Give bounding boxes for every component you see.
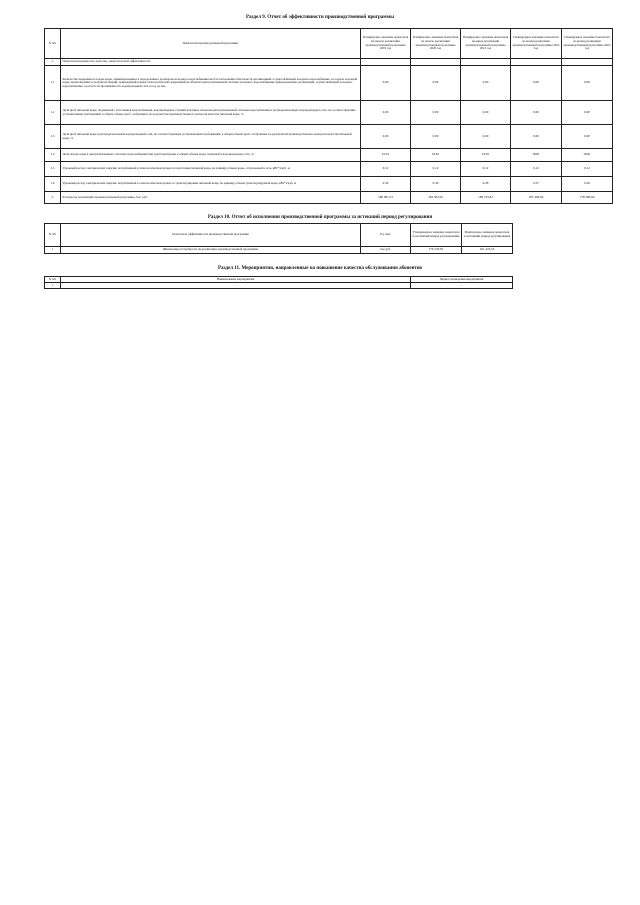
header-approved: Утвержденное значение показателя на истекший период регулирования [411, 224, 462, 247]
row-value [411, 59, 461, 66]
row-value: 18,81 [511, 149, 562, 162]
row-value: 0,00 [361, 125, 411, 149]
table-row [45, 283, 513, 289]
row-value: 0,00 [511, 66, 562, 101]
section-10-title: Раздел 10. Отчет об исполнении производственной программы за истекший период регулирования [207, 215, 433, 220]
header-indicator: Показатели производственной программы [61, 29, 361, 59]
table-row [45, 66, 613, 101]
row-indicator: Количество перерывов в подаче воды, зафиксированных в определенных договором холодного водоснабжения местах исполнения обязательств организацией, осуществляющей холодное водоснабжение, по подаче холодной воды, произошедших в результате аварий, повреждений и иных технологических нарушений на объектах централизованной системы холодного водоснабжения, принадлежащих организации, осуществляющей холодное водоснабжение, в расчете на протяженность водопроводной сети в год, ед./км. [61, 66, 361, 101]
row-actual: 161 474,53 [462, 247, 513, 254]
row-number: 2. [45, 192, 61, 204]
row-value: 0,00 [411, 125, 461, 149]
row-value: 0,00 [411, 66, 461, 101]
header-2023: Планируемое значение показателя на конец реализации производственной программы 2023 год [562, 29, 613, 59]
row-value: 0,00 [361, 66, 411, 101]
header-unit: Ед. изм. [361, 224, 411, 247]
measures-table [44, 276, 513, 289]
header-number: N п/п [45, 29, 61, 59]
row-indicator: Доля проб питьевой воды, подаваемой с источников водоснабжения, водопроводных станций или иных объектов централизованной системы водоснабжения в распределительную водопроводную сеть, не соответствующих установленным требованиям, в общем объеме проб, отобранных по результатам производственного контроля качества питьевой воды, % [61, 101, 361, 125]
row-value: 0,27 [511, 177, 562, 192]
header-2020: Планируемое значение показателя на начало реализации производственной программы 2020 год [411, 29, 461, 59]
header-2021: Планируемое значение показателя на конец реализации производственной программы 2021 год [461, 29, 511, 59]
row-number: 1 [45, 247, 61, 254]
table-row [45, 247, 513, 254]
row-number: 1.3 [45, 125, 61, 149]
header-2022: Планируемое значение показателя на конец реализации производственной программы 2022 год [511, 29, 562, 59]
row-indicator: Удельный расход электрической энергии, потребляемой в технологическом процессе транспортировки питьевой воды, на единицу объема транспортируемой воды, кВт*ч/куб. м [61, 177, 361, 192]
row-value: 186 733,81 [461, 192, 511, 204]
header-indicator: Показатель эффективности производственной программы [61, 224, 361, 247]
row-indicator: Доля потерь воды в централизованных системах водоснабжения при транспортировке в общем объеме воды, поданной в водопроводную сеть, % [61, 149, 361, 162]
row-number: 1 [45, 283, 61, 289]
row-number: 1.1 [45, 66, 61, 101]
row-value: 22,01 [361, 149, 411, 162]
row-value [511, 59, 562, 66]
row-period: - [411, 283, 513, 289]
row-value: 0,00 [562, 125, 613, 149]
row-value: 0,00 [562, 101, 613, 125]
header-period: Период проведения мероприятия [411, 277, 513, 283]
row-value: 18,81 [461, 149, 511, 162]
row-value: 0,00 [461, 125, 511, 149]
header-measure: Наименование мероприятия [61, 277, 411, 283]
row-indicator: Удельный расход электрической энергии, потребляемой в технологическом процессе подготовки питьевой воды, на единицу объема воды, отпускаемой в сеть, кВт*ч/куб. м [61, 162, 361, 177]
row-value: 0,00 [411, 101, 461, 125]
row-value: 186 991,53 [361, 192, 411, 204]
header-actual: Фактическое значение показателя за истекший период регулирования [462, 224, 513, 247]
row-value: 0,00 [361, 101, 411, 125]
row-value: 18,81 [562, 149, 613, 162]
header-number: N п/п [45, 277, 61, 283]
row-value: 0,12 [511, 162, 562, 177]
table-row [45, 101, 613, 125]
efficiency-table [44, 28, 613, 204]
row-measure: - [61, 283, 411, 289]
row-value: 0,00 [461, 66, 511, 101]
row-indicator: Показатели надежности, качества, энергетической эффективности: [61, 59, 361, 66]
header-2019: Планируемое значение показателя на начало реализации производственной программы 2019 год [361, 29, 411, 59]
table-row [45, 162, 613, 177]
header-number: N п/п [45, 224, 61, 247]
row-value: 0,00 [511, 101, 562, 125]
row-approved: 176 723,81 [411, 247, 462, 254]
row-unit: тыс.руб. [361, 247, 411, 254]
row-value [361, 59, 411, 66]
row-value: 0,12 [461, 162, 511, 177]
table-row [45, 59, 613, 66]
section-11-title: Раздел 11. Мероприятия, направленные на повышение качества обслуживания абонентов [218, 266, 422, 271]
row-number: 1.6 [45, 177, 61, 192]
row-value: 18,81 [411, 149, 461, 162]
table-row [45, 177, 613, 192]
row-indicator: Финансовые потребности на реализацию производственной программы [61, 247, 361, 254]
row-value: 187 496,06 [511, 192, 562, 204]
row-number: 1.4 [45, 149, 61, 162]
row-value: 0,30 [361, 177, 411, 192]
row-value: 0,00 [562, 66, 613, 101]
table-row [45, 125, 613, 149]
row-number: 1. [45, 59, 61, 66]
row-value: 0,26 [562, 177, 613, 192]
row-value: 0,12 [411, 162, 461, 177]
execution-table [44, 223, 513, 254]
row-value [461, 59, 511, 66]
section-9-title: Раздел 9. Отчет об эффективности производственной программы [245, 15, 394, 20]
row-value [562, 59, 613, 66]
row-number: 1.2 [45, 101, 61, 125]
row-value: 0,28 [461, 177, 511, 192]
row-value: 0,00 [461, 101, 511, 125]
table-row [45, 149, 613, 162]
row-value: 0,30 [411, 177, 461, 192]
row-value: 183 502,95 [411, 192, 461, 204]
row-value: 0,00 [511, 125, 562, 149]
row-value: 0,12 [562, 162, 613, 177]
row-indicator: Расходы на реализацию производственной программы, тыс. руб. [61, 192, 361, 204]
row-value: 178 586,94 [562, 192, 613, 204]
row-number: 1.5 [45, 162, 61, 177]
table-row [45, 192, 613, 204]
row-value: 0,12 [361, 162, 411, 177]
row-indicator: Доля проб питьевой воды в распределительной водопроводной сети, не соответствующих установленным требованиям, в общем объеме проб, отобранных по результатам производственного контроля качества питьевой воды, % [61, 125, 361, 149]
